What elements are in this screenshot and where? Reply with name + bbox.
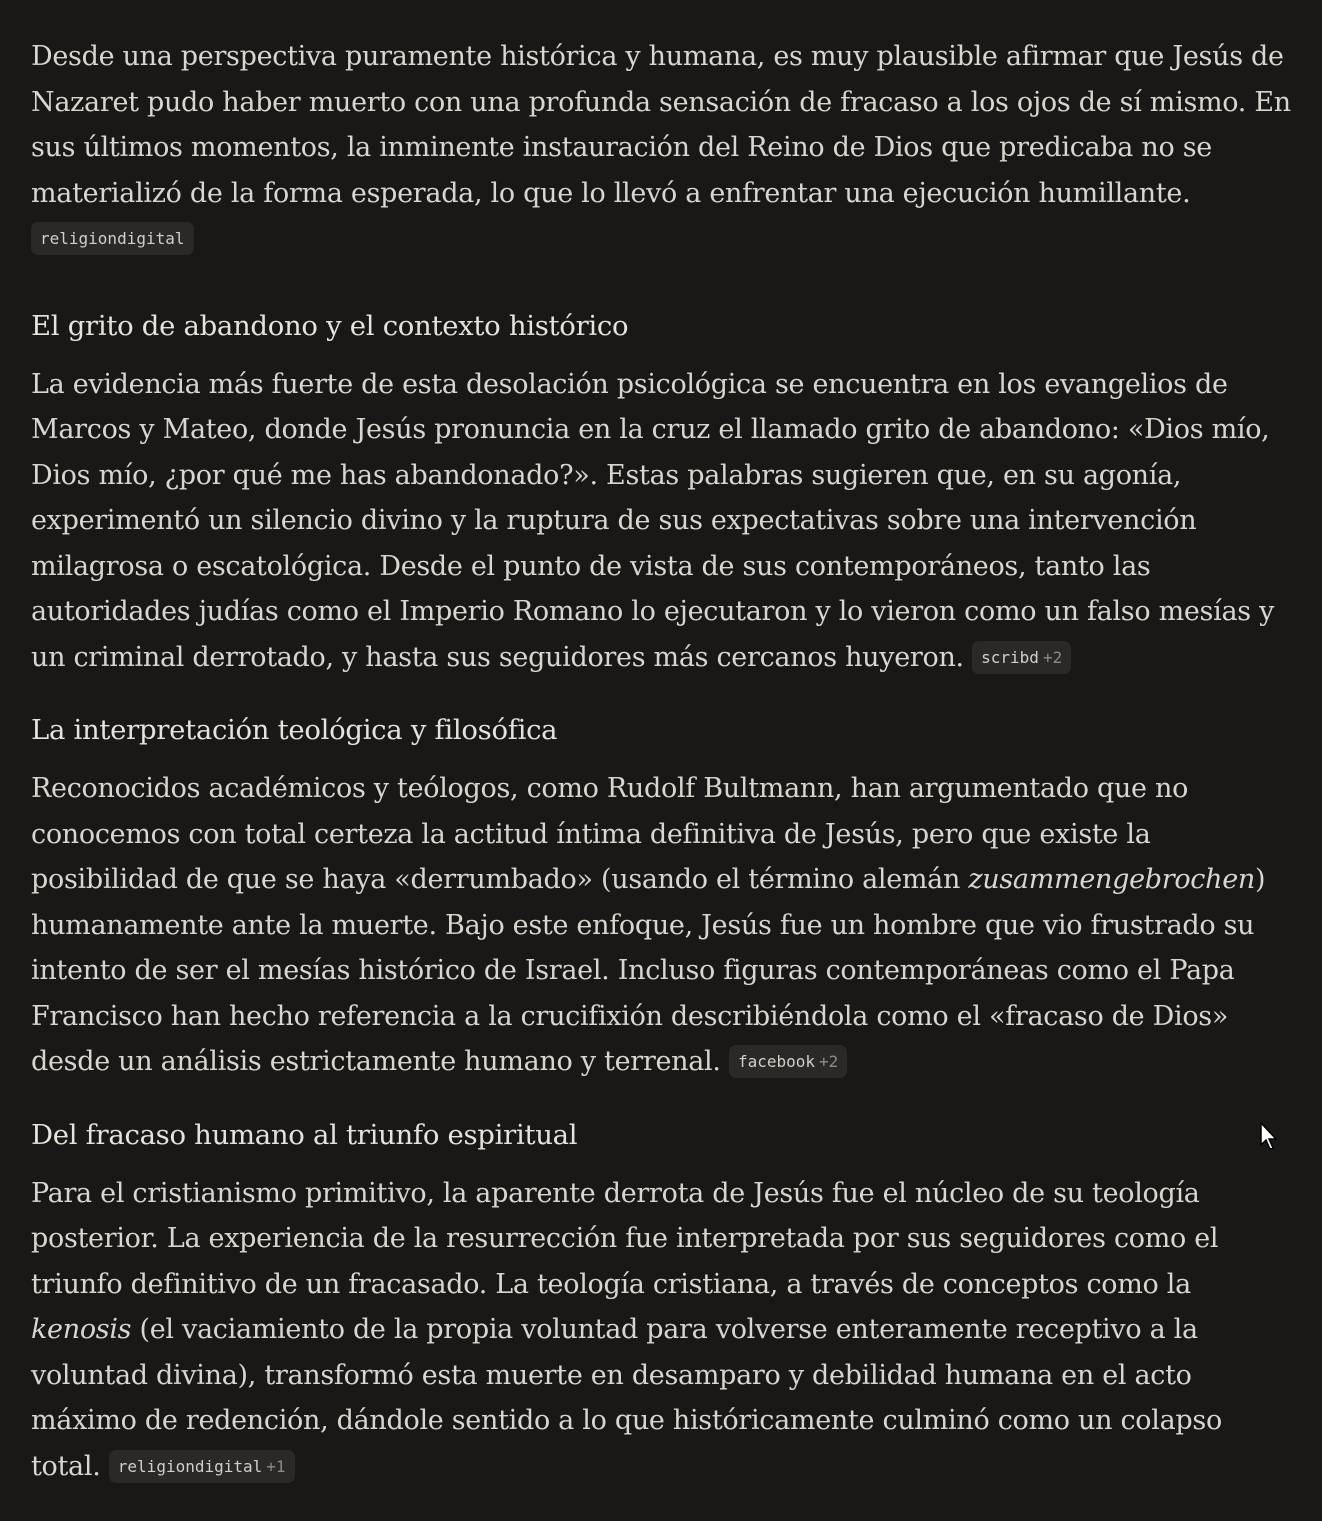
source-badge[interactable]: scribd +2 [972, 641, 1071, 674]
answer-content [31, 34, 1296, 1521]
section-paragraph: La evidencia más fuerte de esta desolación psicológica se encuentra en los evangelios de Marcos y Mateo, donde Jesús pronuncia en la cruz el llamado grito de abandono: «Dios mío, Dios mío, ¿por qué me has abandonado?». Estas palabras sugieren que, en su agonía, experimentó un silencio divino y la ruptura de sus expectativas sobre una intervención milagrosa o escatológica. Desde el punto de vista de sus contemporáneos, tanto las autoridades judías como el Imperio Romano lo ejecutaron y lo vieron como un falso mesías y un criminal derrotado, y hasta sus seguidores más cercanos huyeron. scribd +2 [31, 368, 1275, 673]
section [31, 308, 1296, 681]
section-heading: Del fracaso humano al triunfo espiritual [31, 1118, 578, 1151]
section [31, 712, 1296, 1085]
intro-block [31, 34, 1296, 262]
section-paragraph: Para el cristianismo primitivo, la aparente derrota de Jesús fue el núcleo de su teología posterior. La experiencia de la resurrección fue interpretada por sus seguidores como el triunfo definitivo de un fracasado. La teología cristiana, a través de conceptos como la kenosis (el vaciamiento de la propia voluntad para volverse enteramente receptivo a la voluntad divina), transformó esta muerte en desamparo y debilidad humana en el acto máximo de redención, dándole sentido a lo que históricamente culminó como un colapso total. religiondigital +1 [31, 1177, 1222, 1482]
source-badge[interactable]: religiondigital +1 [109, 1450, 295, 1483]
section [31, 1117, 1296, 1490]
mouse-cursor-icon [1260, 1122, 1280, 1152]
source-badge[interactable]: religiondigital [31, 222, 194, 255]
section-heading: La interpretación teológica y filosófica [31, 714, 558, 746]
source-badge[interactable]: facebook +2 [729, 1045, 847, 1078]
section-heading: El grito de abandono y el contexto histórico [31, 309, 629, 342]
section-paragraph: Reconocidos académicos y teólogos, como Rudolf Bultmann, han argumentado que no conocemos con total certeza la actitud íntima definitiva de Jesús, pero que existe la posibilidad de que se haya «derrumbado» (usando el término alemán zusammengebrochen) humanamente ante la muerte. Bajo este enfoque, Jesús fue un hombre que vio frustrado su intento de ser el mesías histórico de Israel. Incluso figuras contemporáneas como el Papa Francisco han hecho referencia a la crucifixión describiéndola como el «fracaso de Dios» desde un análisis estrictamente humano y terrenal. facebook +2 [31, 773, 1266, 1077]
intro-paragraph: Desde una perspectiva puramente histórica y humana, es muy plausible afirmar que Jesús de Nazaret pudo haber muerto con una profunda sensación de fracaso a los ojos de sí mismo. En sus últimos momentos, la inminente instauración del Reino de Dios que predicaba no se materializó de la forma esperada, lo que lo llevó a enfrentar una ejecución humillante. religiondigital [31, 34, 1296, 262]
